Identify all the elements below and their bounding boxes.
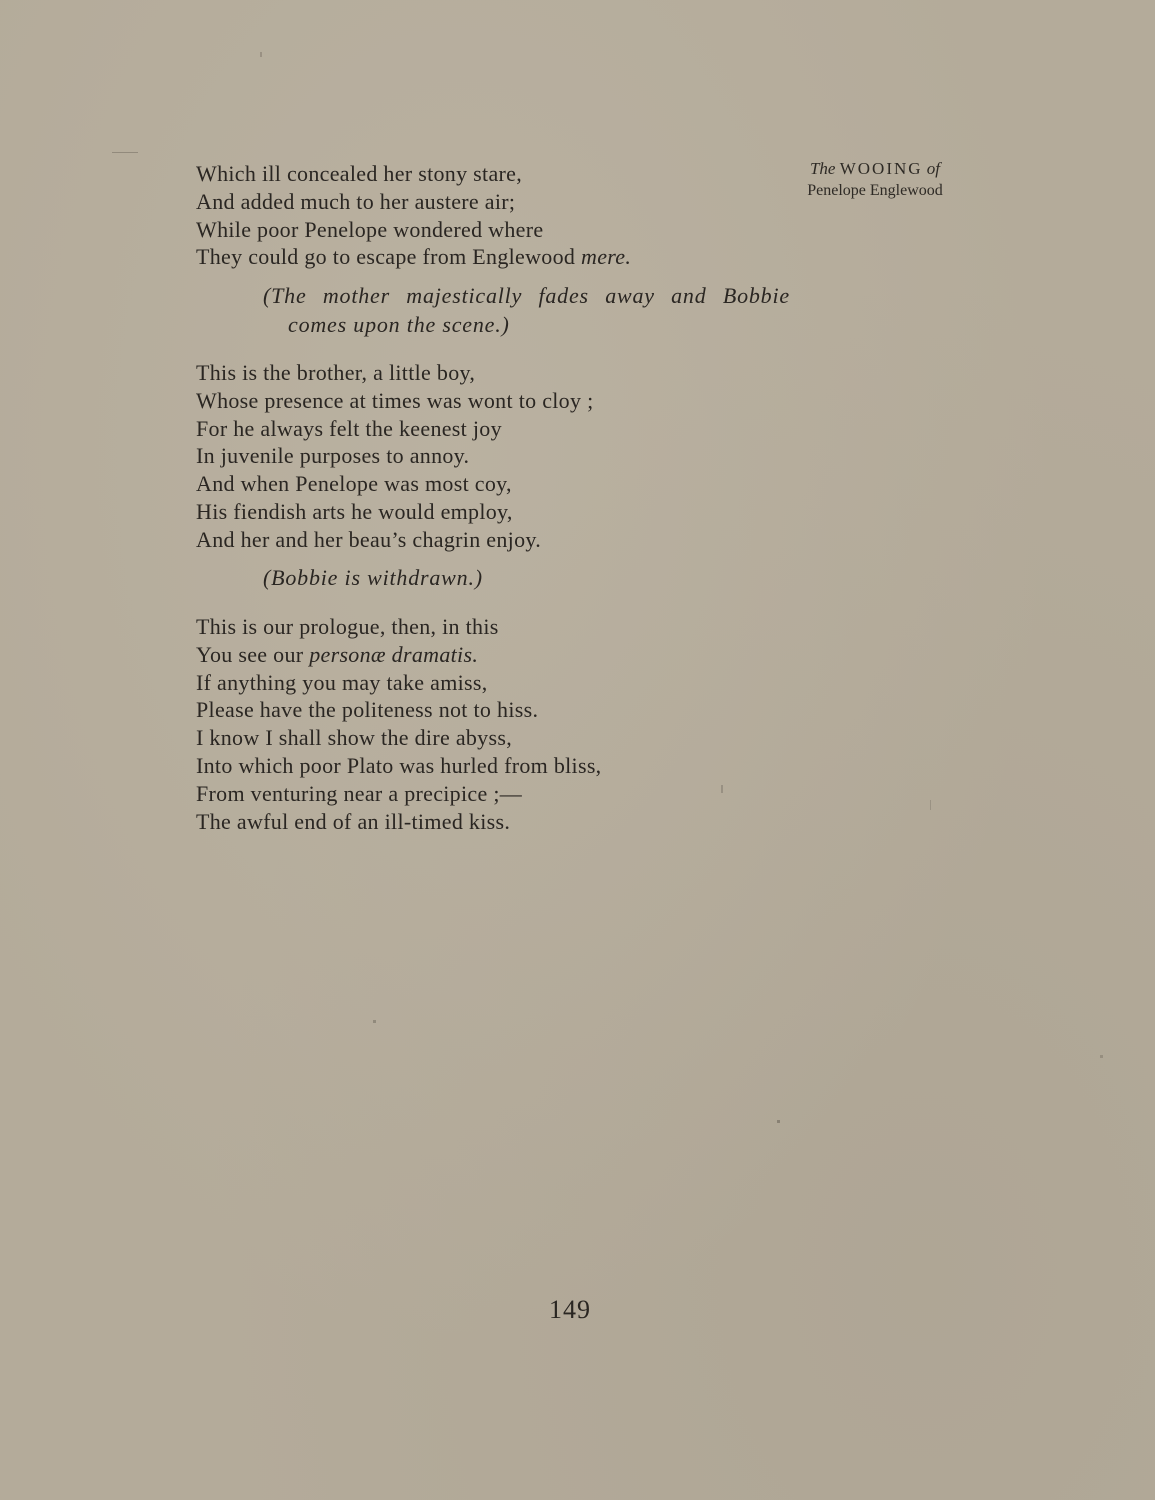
verse-line: If anything you may take amiss, [196,669,488,695]
stanza-2 [196,359,756,554]
paper-speck [1100,1055,1103,1058]
verse-line: Whose presence at times was wont to cloy ; [196,387,594,413]
verse-line: Which ill concealed her stony stare, [196,161,523,186]
paper-speck [373,1020,376,1023]
running-head-title [780,158,970,180]
verse-line: And when Penelope was most coy, [196,471,512,497]
stage-direction-1-line-1: (The mother majestically fades away and Bobbie [263,283,790,308]
verse-line: This is the brother, a little boy, [196,360,476,385]
verse-line: I know I shall show the dire abyss, [196,725,513,751]
verse-line: For he always felt the keenest joy [196,415,502,441]
verse-line: His fiendish arts he would employ, [196,498,513,524]
verse-line-italic: personæ dramatis. [309,641,479,667]
verse-line: This is our prologue, then, in this [196,614,499,639]
verse-line: From venturing near a precipice ;— [196,780,523,806]
page-number: 149 [549,1295,591,1324]
running-head-subtitle: Penelope Englewood [807,182,943,199]
verse-line: The awful end of an ill-timed kiss. [196,808,511,834]
stanza-3 [196,613,756,835]
running-head-the: The [809,159,836,178]
paper-speck [930,800,931,810]
verse-line: And added much to her austere air; [196,188,516,214]
running-head [780,158,970,202]
running-head-wooing: WOOING [839,159,923,178]
paper-speck [777,1120,780,1123]
paper-speck [721,785,723,793]
verse-line-mixed [196,641,756,669]
running-head-of: of [926,159,941,178]
stanza-1 [196,160,756,271]
verse-line: And her and her beau’s chagrin enjoy. [196,526,542,552]
stage-direction-1-line-2: comes upon the scene.) [288,312,510,337]
verse-line: Into which poor Plato was hurled from bliss, [196,752,602,778]
verse-line: In juvenile purposes to annoy. [196,443,470,469]
paper-speck [260,52,262,57]
verse-line-text: You see our [196,641,304,667]
verse-line: While poor Penelope wondered where [196,216,544,242]
stage-direction-2: (Bobbie is withdrawn.) [263,565,483,590]
verse-line-text: They could go to escape from Englewood [196,244,576,270]
verse-line: Please have the politeness not to hiss. [196,697,539,723]
verse-line-italic: mere. [581,244,632,270]
verse-line-last [196,243,756,271]
paper-speck [112,152,138,153]
